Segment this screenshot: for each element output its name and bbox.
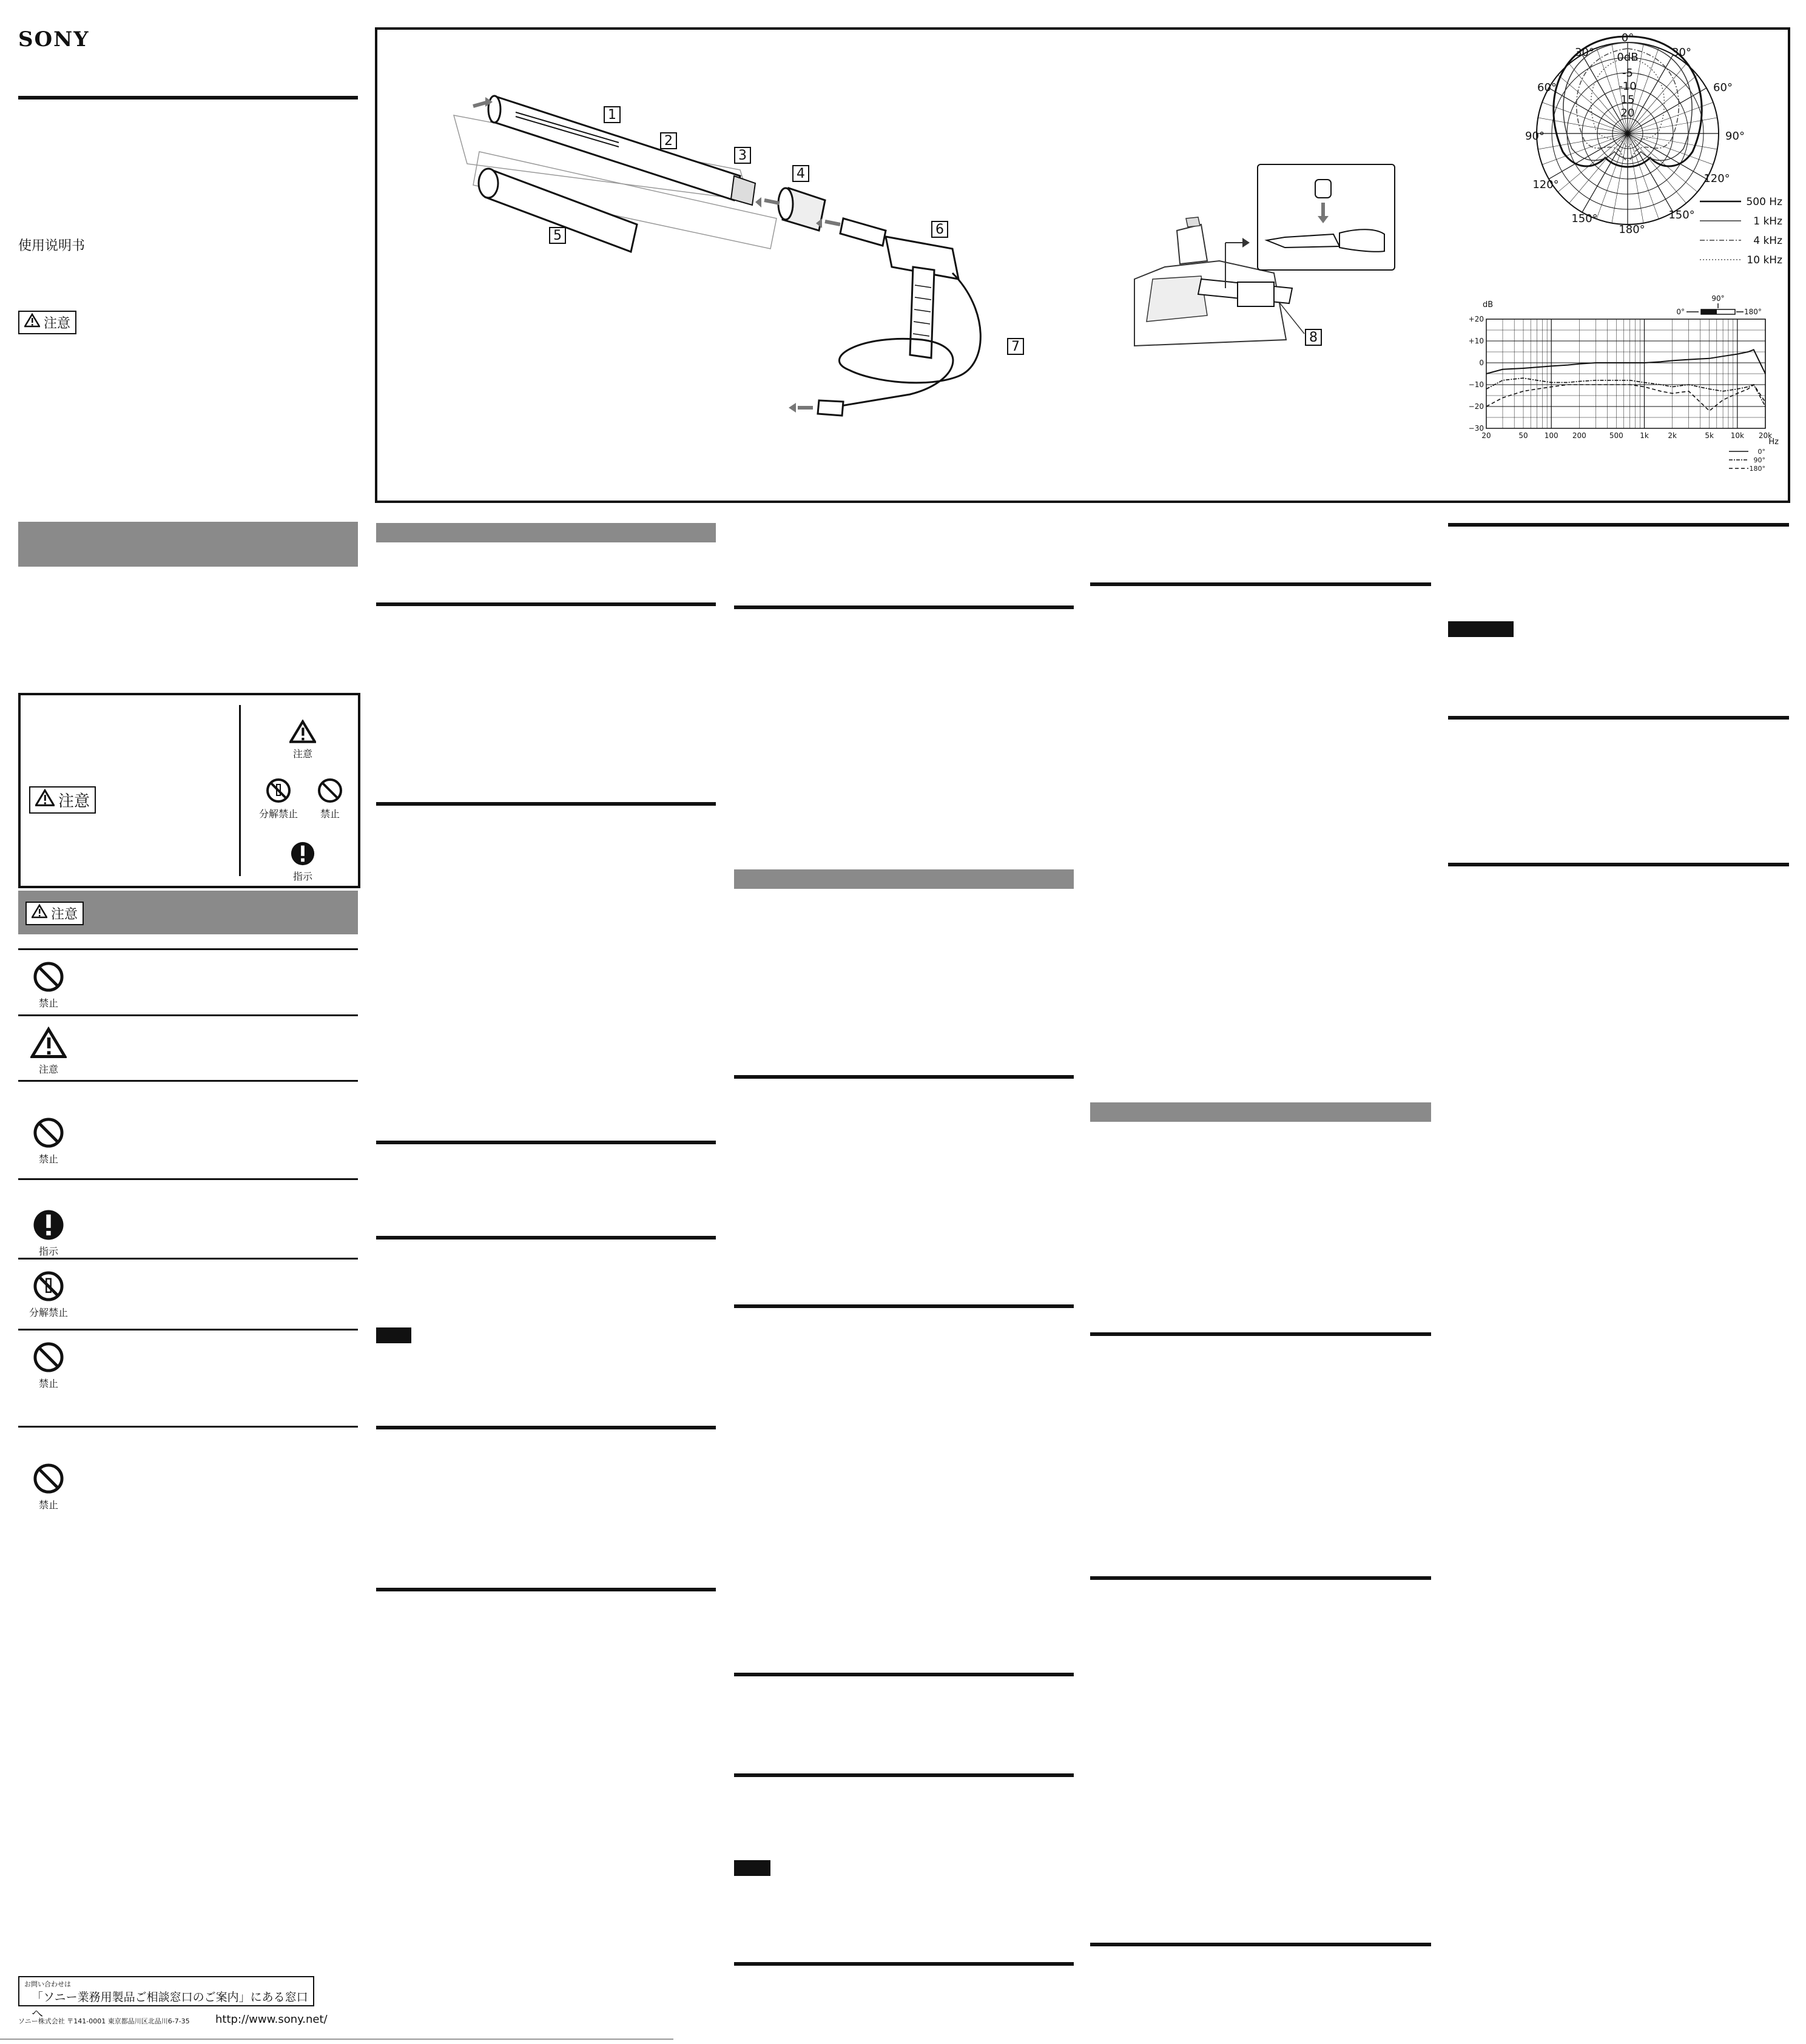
freq-angle-right: 180° (1744, 308, 1762, 316)
polar-left-90: 90° (1525, 130, 1545, 143)
freq-grid (1486, 319, 1765, 428)
freq-legend-label: 90° (1753, 456, 1765, 464)
section-rule (734, 605, 1074, 609)
warning-row-caption: 禁止 (38, 1499, 58, 1511)
section-rule (1090, 1943, 1431, 1946)
freq-legend-label: 0° (1757, 448, 1765, 456)
warning-row-prohibited-icon (24, 960, 73, 1010)
warning-row-no-disassembly-icon (24, 1270, 73, 1319)
contact-main-text: 「ソニー業務用製品ご相談窓口のご案内」にある窓口へ (32, 1991, 308, 2020)
caution-badge-top (18, 311, 76, 334)
freq-legend-label: 180° (1749, 465, 1765, 473)
manual-title: 使用说明书 (18, 238, 86, 254)
freq-angle-left: 0° (1676, 308, 1685, 316)
polar-right-150: 150° (1668, 209, 1695, 221)
section-rule (734, 1962, 1074, 1966)
note-tag (376, 1327, 411, 1343)
legend-instruction-icon (281, 841, 324, 883)
section-heading-band (734, 869, 1074, 889)
freq-series-line-180deg (1486, 385, 1765, 411)
freq-x-ticks (1481, 431, 1772, 440)
polar-right-90: 90° (1725, 130, 1745, 143)
freq-y-tick: −10 (1468, 380, 1484, 389)
note-tag (734, 1860, 770, 1876)
part-label-5: 5 (549, 227, 566, 244)
section-rule (734, 1773, 1074, 1777)
warning-row-instruction-icon (24, 1209, 73, 1258)
freq-y-tick: 0 (1479, 359, 1484, 367)
section-rule (376, 1141, 716, 1144)
section-rule (734, 1075, 1074, 1079)
bottom-edge-rule (0, 2039, 673, 2040)
freq-series-line-90deg (1486, 378, 1765, 406)
freq-x-tick: 500 (1609, 431, 1623, 440)
band-caution-label: 注意 (51, 907, 78, 922)
polar-ring-10: -10 (1619, 80, 1637, 93)
part-label-8: 8 (1305, 329, 1322, 346)
caution-label: 注意 (44, 316, 71, 331)
part-label-2: 2 (660, 132, 677, 149)
freq-x-tick: 50 (1518, 431, 1528, 440)
freq-y-tick: −20 (1468, 402, 1484, 411)
section-rule (734, 1304, 1074, 1308)
warning-row-caption: 指示 (38, 1246, 58, 1257)
warning-row-caption: 禁止 (38, 997, 58, 1009)
caution-grey-band (18, 891, 358, 934)
part-label-3: 3 (734, 147, 751, 164)
warning-triangle-icon (32, 904, 47, 923)
section-rule (376, 1426, 716, 1429)
band-caution-badge (25, 902, 84, 925)
freq-y-tick: +10 (1468, 337, 1484, 345)
warning-row-caption: 禁止 (38, 1153, 58, 1165)
legend-divider (239, 705, 241, 876)
freq-angle-diagram (1686, 303, 1744, 314)
warning-triangle-icon (24, 313, 40, 332)
section-rule (1090, 582, 1431, 586)
freq-y-tick: +20 (1468, 315, 1484, 323)
legend-prohibited-icon (309, 777, 351, 820)
freq-x-tick: 20 (1481, 431, 1491, 440)
part-label-7: 7 (1007, 338, 1024, 355)
freq-x-tick: 2k (1668, 431, 1677, 440)
freq-y-ticks (1469, 315, 1484, 433)
symbol-legend-box (18, 693, 360, 888)
polar-legend-10khz: 10 kHz (1747, 254, 1782, 266)
company-address: ソニー株式会社 〒141-0001 東京都品川区北品川6-7-35 (18, 2017, 190, 2025)
polar-ring-20: 20 (1620, 107, 1635, 120)
warning-row-divider (18, 1178, 358, 1180)
part-label-4: 4 (792, 165, 809, 182)
warning-row-divider (18, 1014, 358, 1016)
warning-row-prohibited-icon (24, 1341, 73, 1390)
brand-logo: SONY (18, 27, 90, 52)
contact-box (18, 1976, 314, 2020)
legend-icon-caption: 禁止 (320, 808, 340, 820)
freq-series-line-0deg (1486, 349, 1765, 374)
polar-left-150: 150° (1571, 212, 1598, 225)
legend-icon-caption: 指示 (292, 871, 312, 882)
polar-left-120: 120° (1532, 178, 1559, 191)
polar-left-30: 30° (1575, 46, 1594, 59)
section-rule (1090, 1332, 1431, 1336)
freq-angle-top: 90° (1711, 294, 1725, 303)
legend-icon-caption: 注意 (292, 748, 312, 760)
part-label-1: 1 (604, 106, 621, 123)
frequency-response-chart (1468, 291, 1784, 485)
warning-row-caution-icon (24, 1027, 73, 1076)
polar-right-120: 120° (1703, 172, 1730, 185)
freq-legend (1729, 448, 1765, 473)
legend-no-disassembly-icon (251, 777, 306, 820)
warning-row-divider (18, 1258, 358, 1260)
polar-angle-bottom: 180° (1619, 223, 1645, 236)
freq-xlabel: Hz (1768, 437, 1779, 447)
legend-icon-caption: 分解禁止 (258, 808, 298, 820)
freq-series (1486, 349, 1765, 411)
warning-row-caption: 分解禁止 (29, 1307, 68, 1318)
warning-row-divider (18, 948, 358, 950)
warning-row-caption: 注意 (38, 1064, 58, 1075)
polar-left-60: 60° (1537, 81, 1557, 94)
note-tag (1448, 621, 1514, 637)
section-rule (1448, 523, 1789, 527)
polar-legend (1699, 189, 1784, 268)
freq-x-tick: 10k (1730, 431, 1744, 440)
warning-row-divider (18, 1329, 358, 1331)
title-rule (18, 96, 358, 100)
legend-caution-icon (281, 720, 324, 760)
freq-y-tick: −30 (1468, 424, 1484, 433)
freq-x-tick: 1k (1640, 431, 1649, 440)
polar-angle-top: 0° (1621, 32, 1634, 44)
warning-row-divider (18, 1080, 358, 1082)
freq-x-tick: 100 (1544, 431, 1558, 440)
warning-triangle-icon (35, 789, 55, 811)
polar-ring-15: 15 (1620, 93, 1635, 106)
section-rule (734, 1673, 1074, 1676)
freq-x-tick: 20k (1758, 431, 1773, 440)
polar-legend-4khz: 4 kHz (1753, 235, 1782, 247)
website-link[interactable]: http://www.sony.net/ (215, 2013, 328, 2026)
section-rule (376, 1236, 716, 1240)
polar-right-60: 60° (1713, 81, 1733, 94)
cable-inset-detail (1261, 167, 1390, 266)
section-rule (1448, 716, 1789, 720)
freq-x-tick: 5k (1705, 431, 1714, 440)
legend-caution-label: 注意 (58, 792, 90, 811)
warning-row-prohibited-icon (24, 1116, 73, 1165)
legend-caution-badge (29, 786, 96, 814)
section-rule (376, 802, 716, 806)
polar-legend-1khz: 1 kHz (1753, 215, 1782, 228)
section-heading-band (1090, 1102, 1431, 1122)
contact-small-text: お問い合わせは (24, 1980, 71, 1988)
polar-legend-500hz: 500 Hz (1746, 196, 1782, 208)
section-rule (376, 602, 716, 606)
warning-row-divider (18, 1426, 358, 1428)
section-rule (376, 1588, 716, 1591)
freq-x-tick: 200 (1572, 431, 1586, 440)
left-grey-band (18, 522, 358, 567)
polar-ring-5: -5 (1622, 67, 1633, 79)
freq-ylabel: dB (1483, 300, 1494, 309)
part-label-6: 6 (931, 221, 948, 238)
section-rule (1448, 863, 1789, 866)
section-heading-band (376, 523, 716, 542)
warning-row-prohibited-icon (24, 1462, 73, 1511)
warning-row-caption: 禁止 (38, 1378, 58, 1389)
polar-right-30: 30° (1672, 46, 1691, 59)
polar-ring-0db: 0dB (1617, 51, 1639, 64)
microphone-assembly-diagram (425, 79, 1092, 443)
section-rule (1090, 1576, 1431, 1580)
